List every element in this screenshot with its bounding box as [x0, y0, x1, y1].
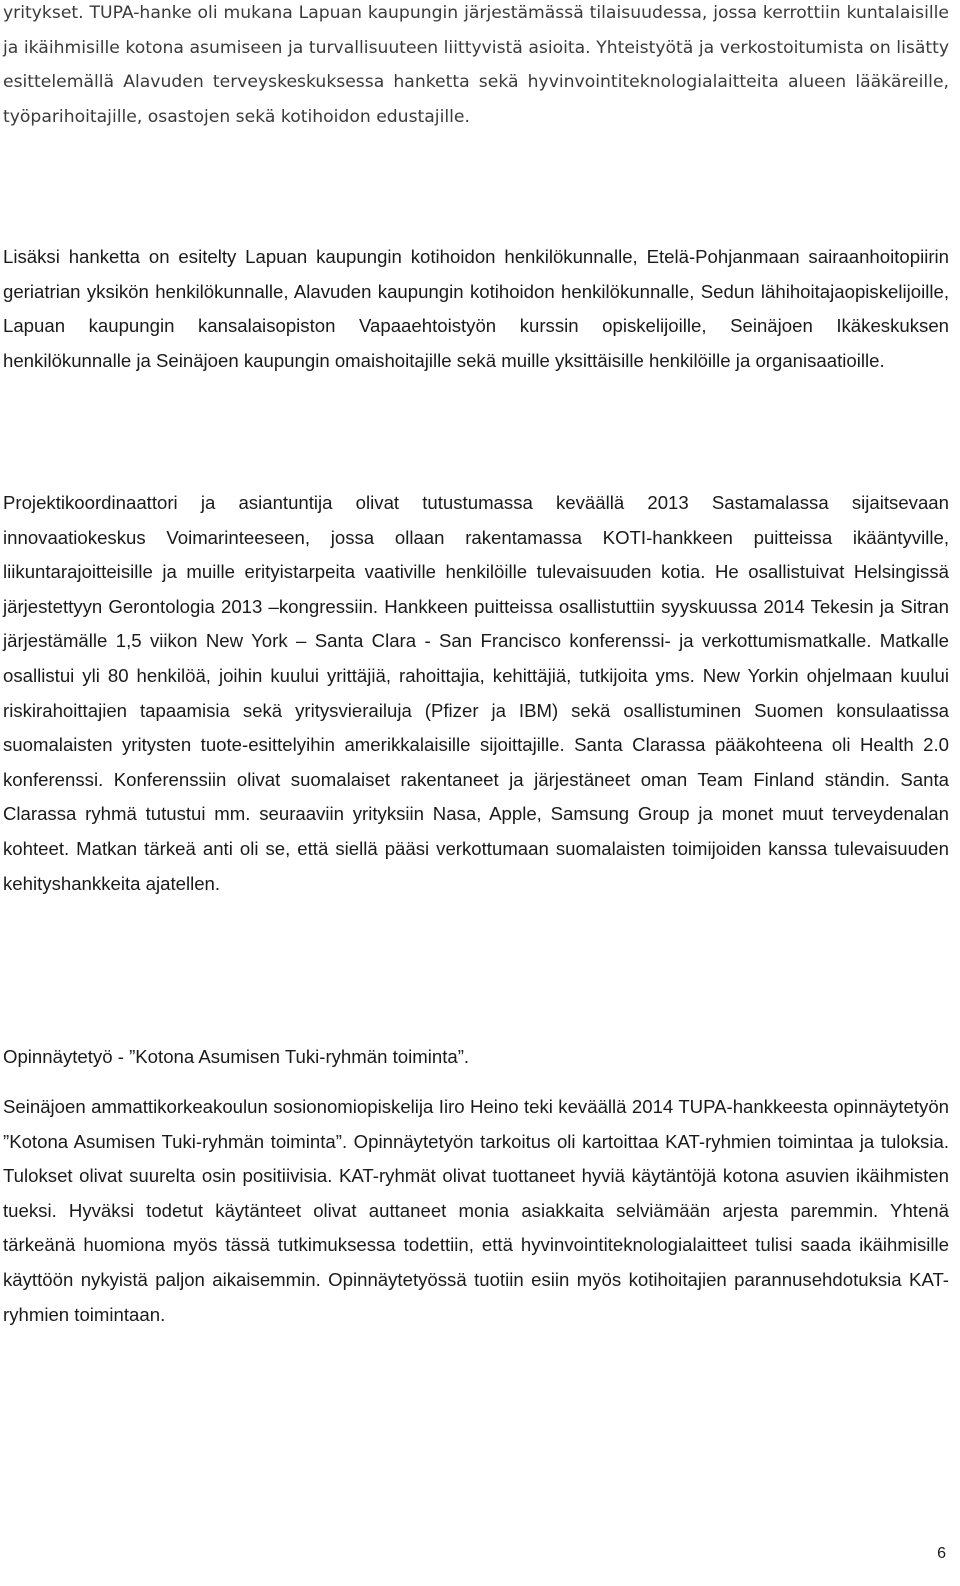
page-number: 6 [937, 1545, 946, 1562]
paragraph-thesis: Seinäjoen ammattikorkeakoulun sosionomiopiskelija Iiro Heino teki keväällä 2014 TUPA-hankkeesta opinnäytetyön ”Kotona Asumisen Tuki-ryhmän toiminta”. Opinnäytetyön tarkoitus oli kartoittaa KAT-ryhmien toimintaa ja tuloksia. Tulokset olivat suurelta osin positiivisia. KAT-ryhmät olivat tuottaneet hyviä käytäntöjä kotona asuvien ikäihmisten tueksi. Hyväksi todetut käytänteet olivat auttaneet monia asiakkaita selviämään arjesta paremmin. Yhtenä tärkeänä huomiona myös tässä tutkimuksessa todettiin, että hyvinvointiteknologialaitteet tulisi saada ikäihmisille käyttöön nykyistä paljon aikaisemmin. Opinnäytetyössä tuotiin esiin myös kotihoitajien parannusehdotuksia KAT-ryhmien toimintaan. [3, 1096, 949, 1325]
section-heading-thesis: Opinnäytetyö - ”Kotona Asumisen Tuki-ryhmän toiminta”. [3, 1046, 470, 1067]
paragraph-tupa-events: yritykset. TUPA-hanke oli mukana Lapuan kaupungin järjestämässä tilaisuudessa, jossa kerrottiin kuntalaisille ja ikäihmisille kotona asumiseen ja turvallisuuteen liittyvistä asioita. Yhteistyötä ja verkostoitumista on lisätty esittelemällä Alavuden terveyskeskuksessa hanketta sekä hyvinvointiteknologialaitteita alueen lääkäreille, työparihoitajille, osastojen sekä kotihoidon edustajille. [3, 3, 949, 127]
paragraph-presentations: Lisäksi hanketta on esitelty Lapuan kaupungin kotihoidon henkilökunnalle, Etelä-Pohjanmaan sairaanhoitopiirin geriatrian yksikön henkilökunnalle, Alavuden kaupungin kotihoidon henkilökunnalle, Sedun lähihoitajaopiskelijoille, Lapuan kaupungin kansalaisopiston Vapaaehtoistyön kurssin opiskelijoille, Seinäjoen Ikäkeskuksen henkilökunnalle ja Seinäjoen kaupungin omaishoitajille sekä muille yksittäisille henkilöille ja organisaatioille. [3, 246, 949, 371]
paragraph-study-trips: Projektikoordinaattori ja asiantuntija olivat tutustumassa keväällä 2013 Sastamalassa sijaitsevaan innovaatiokeskus Voimarinteeseen, jossa ollaan rakentamassa KOTI-hankkeen puitteissa ikääntyville, liikuntarajoitteisille ja muille erityistarpeita vaativille henkilöille tulevaisuuden kotia. He osallistuivat Helsingissä järjestettyyn Gerontologia 2013 –kongressiin. Hankkeen puitteissa osallistuttiin syyskuussa 2014 Tekesin ja Sitran järjestämälle 1,5 viikon New York – Santa Clara - San Francisco konferenssi- ja verkottumismatkalle. Matkalle osallistui yli 80 henkilöä, joihin kuului yrittäjiä, rahoittajia, kehittäjiä, tutkijoita yms. New Yorkin ohjelmaan kuului riskirahoittajien tapaamisia sekä yritysvierailuja (Pfizer ja IBM) sekä osallistuminen Suomen konsulaatissa suomalaisten yritysten tuote-esittelyihin amerikkalaisille sijoittajille. Santa Clarassa pääkohteena oli Health 2.0 konferenssi. Konferenssiin olivat suomalaiset rakentaneet ja järjestäneet oman Team Finland ständin. Santa Clarassa ryhmä tutustui mm. seuraaviin yrityksiin Nasa, Apple, Samsung Group ja monet muut terveydenalan kohteet. Matkan tärkeä anti oli se, että siellä pääsi verkottumaan suomalaisten toimijoiden kanssa tulevaisuuden kehityshankkeita ajatellen. [3, 492, 949, 894]
